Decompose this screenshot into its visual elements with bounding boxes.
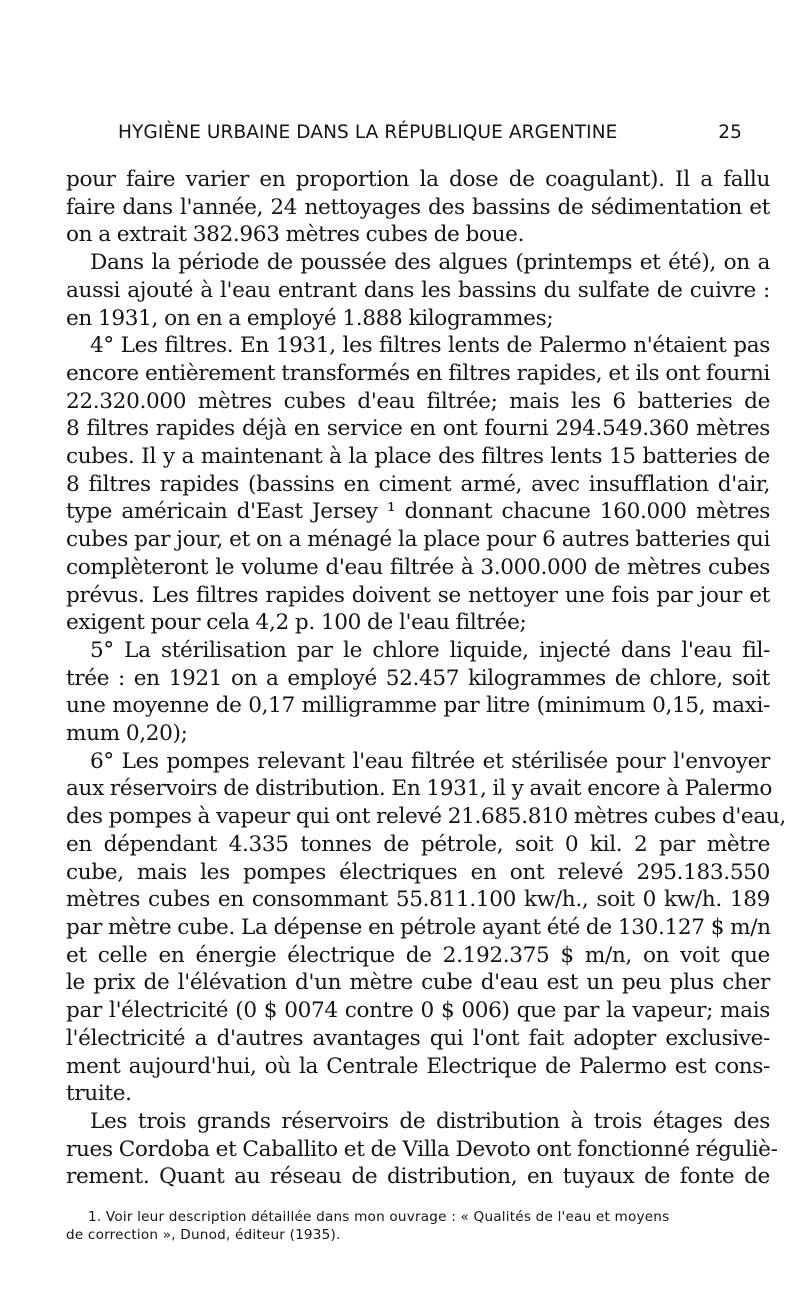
page-number: 25 [718,122,742,143]
text-line: mètres cubes en consommant 55.811.100 kw/h., soit 0 kw/h. 189 [66,887,770,913]
text-line: on a extrait 382.963 mètres cubes de boue. [66,222,525,248]
text-line: une moyenne de 0,17 milligramme par litre (minimum 0,15, maxi- [66,693,770,719]
footnote-line: de correction », Dunod, éditeur (1935). [66,1227,341,1243]
text-line: 5° La stérilisation par le chlore liquide, injecté dans l'eau fil- [90,637,770,663]
text-line: par mètre cube. La dépense en pétrole ayant été de 130.127 $ m/n [66,914,771,940]
text-line: Les trois grands réservoirs de distribution à trois étages des [90,1108,770,1134]
text-line: 4° Les filtres. En 1931, les filtres lents de Palermo n'étaient pas [90,333,770,359]
running-head-title: HYGIÈNE URBAINE DANS LA RÉPUBLIQUE ARGENTINE [118,122,618,143]
body-text [66,166,786,1191]
text-line: cubes. Il y a maintenant à la place des filtres lents 15 batteries de [66,444,770,470]
text-line: 6° Les pompes relevant l'eau filtrée et stérilisée pour l'envoyer [90,748,770,774]
text-line: type américain d'East Jersey ¹ donnant chacune 160.000 mètres [66,499,770,525]
text-line: cubes par jour, et on a ménagé la place pour 6 autres batteries qui [66,527,770,553]
text-line: en 1931, on en a employé 1.888 kilogrammes; [66,305,554,331]
running-head [66,122,742,148]
text-line: rement. Quant au réseau de distribution, en tuyaux de fonte de [66,1164,770,1190]
text-line: aux réservoirs de distribution. En 1931, il y avait encore à Palermo [66,776,773,802]
text-line: 22.320.000 mètres cubes d'eau filtrée; mais les 6 batteries de [66,388,770,414]
text-line: cube, mais les pompes électriques en ont relevé 295.183.550 [66,859,770,885]
text-line: l'électricité a d'autres avantages qui l'ont fait adopter exclusive- [66,1025,770,1051]
text-line: des pompes à vapeur qui ont relevé 21.685.810 mètres cubes d'eau, [66,804,786,830]
text-line: mum 0,20); [66,721,188,747]
text-line: et celle en énergie électrique de 2.192.375 $ m/n, on voit que [66,942,770,968]
text-line: pour faire varier en proportion la dose de coagulant). Il a fallu [66,167,770,192]
text-line: le prix de l'élévation d'un mètre cube d'eau est un peu plus cher [66,970,770,996]
text-line: prévus. Les filtres rapides doivent se nettoyer une fois par jour et [66,582,770,608]
text-line: ment aujourd'hui, où la Centrale Electrique de Palermo est cons- [66,1053,770,1079]
text-line: Dans la période de poussée des algues (printemps et été), on a [90,250,770,276]
text-line: 8 filtres rapides déjà en service en ont fourni 294.549.360 mètres [66,416,770,442]
text-line: complèteront le volume d'eau filtrée à 3.000.000 de mètres cubes [66,554,770,580]
text-line: faire dans l'année, 24 nettoyages des bassins de sédimentation et [66,194,770,220]
text-line: truite. [66,1081,132,1107]
text-line: rues Cordoba et Caballito et de Villa Devoto ont fonctionné réguliè- [66,1136,778,1162]
text-line: encore entièrement transformés en filtres rapides, et ils ont fourni [66,360,770,386]
text-line: par l'électricité (0 $ 0074 contre 0 $ 006) que par la vapeur; mais [66,998,770,1024]
text-line: 8 filtres rapides (bassins en ciment armé, avec insufflation d'air, [66,471,770,497]
text-line: trée : en 1921 on a employé 52.457 kilogrammes de chlore, soit [66,665,770,691]
text-line: aussi ajouté à l'eau entrant dans les bassins du sulfate de cuivre : [66,277,770,303]
text-line: exigent pour cela 4,2 p. 100 de l'eau filtrée; [66,610,527,636]
footnote [66,1208,766,1244]
text-line: en dépendant 4.335 tonnes de pétrole, soit 0 kil. 2 par mètre [66,831,770,857]
footnote-line: 1. Voir leur description détaillée dans mon ouvrage : « Qualités de l'eau et moyens [88,1209,670,1225]
